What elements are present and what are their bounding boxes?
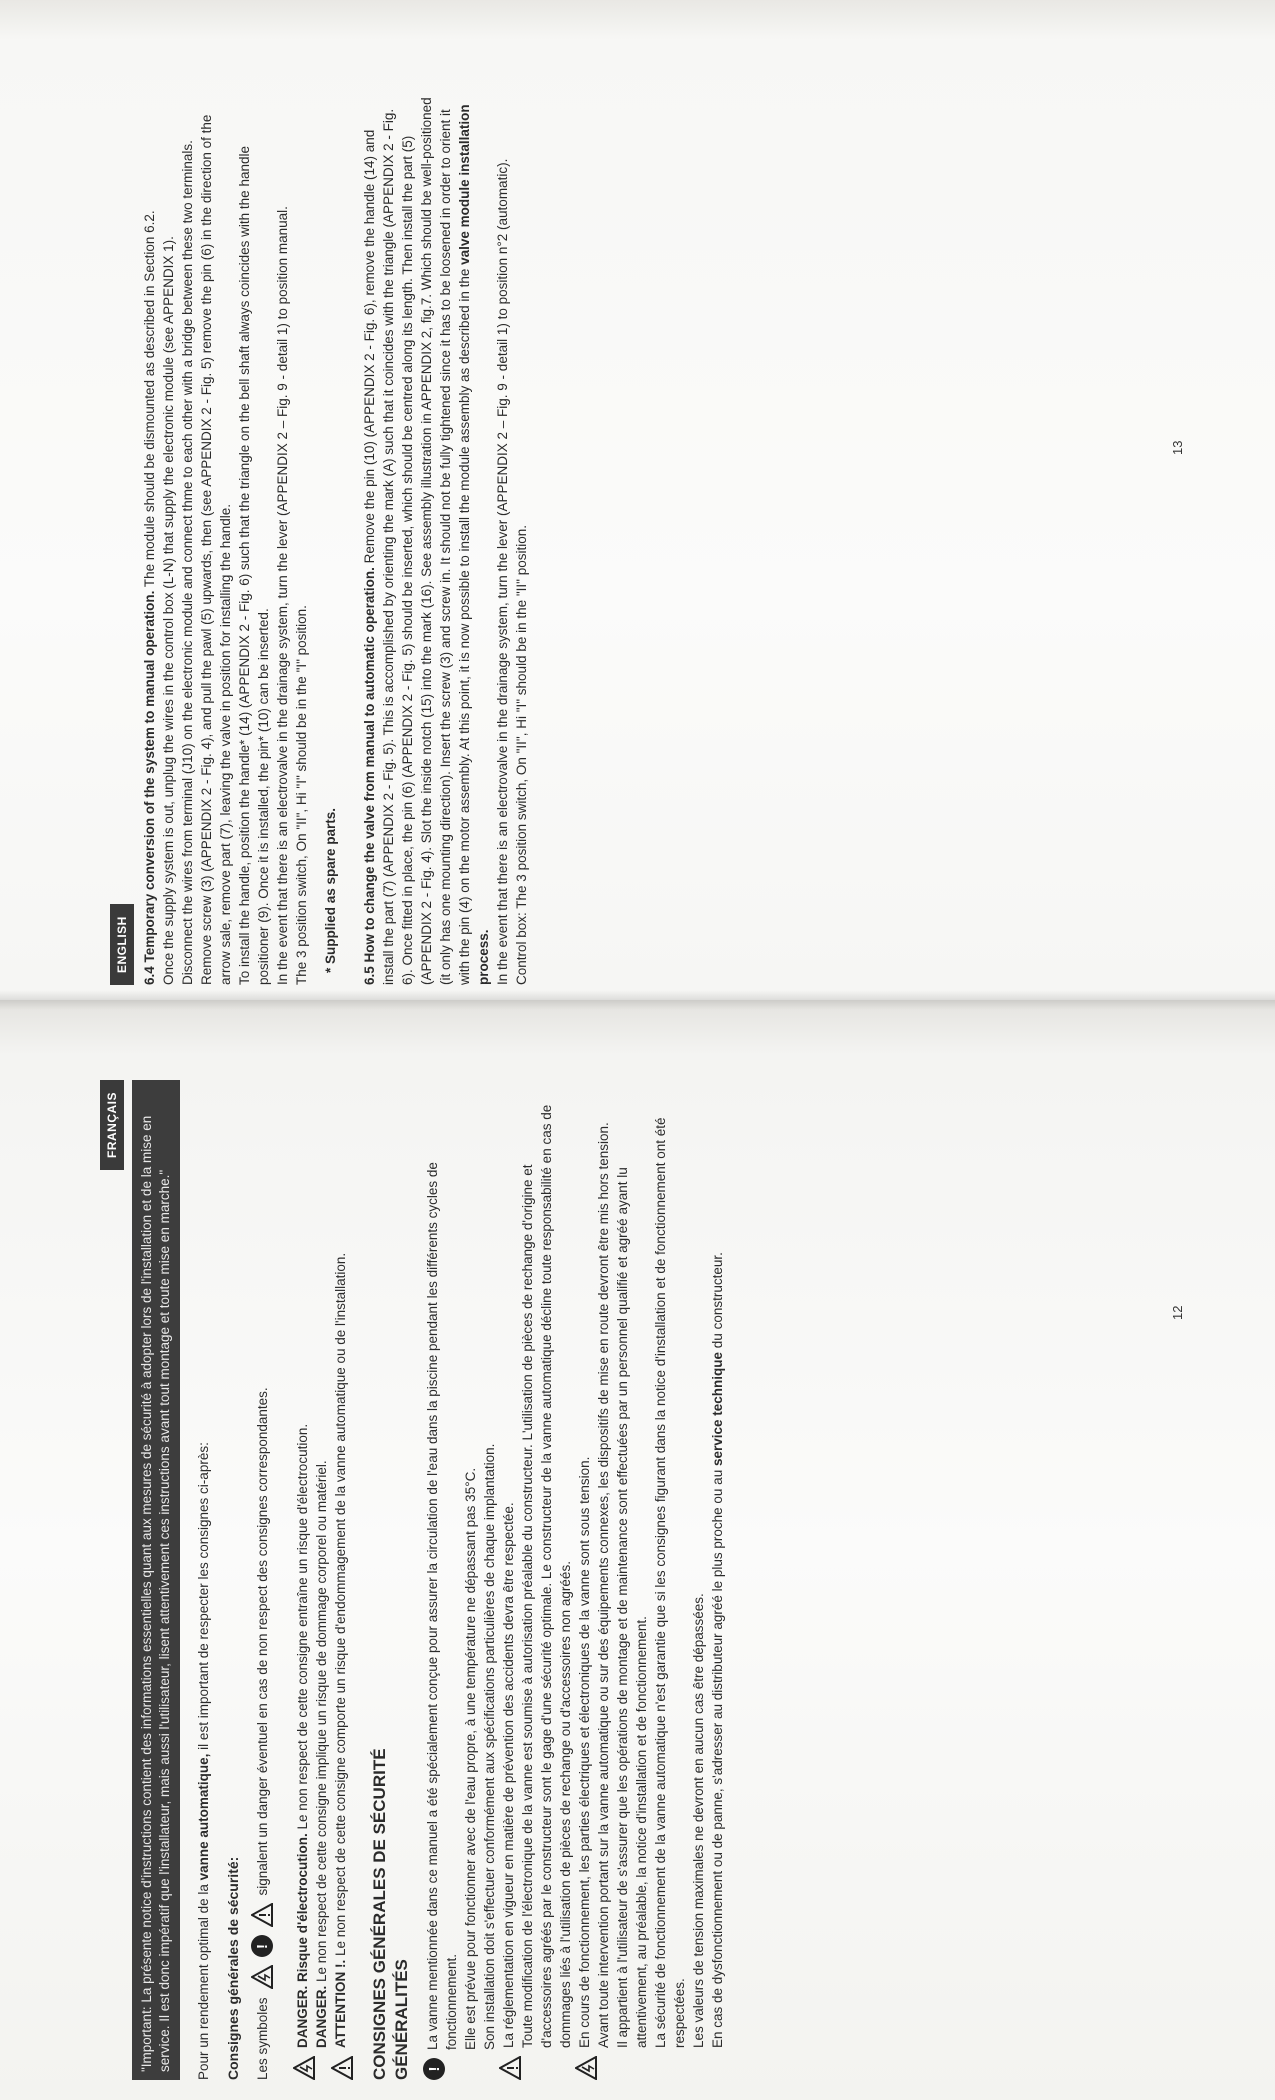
generalites-item — [423, 1080, 499, 2080]
spare-parts-note: * Supplied as spare parts. — [323, 807, 338, 973]
danger-warning-icon — [331, 2056, 353, 2080]
symbols-row — [251, 1080, 273, 2080]
danger-warning-icon — [251, 1903, 273, 1927]
section-heading — [369, 1080, 413, 2080]
intro-paragraph — [194, 1080, 213, 2080]
important-notice: "Important: La présente notice d'instructions contient des informations essentielles quant aux mesures de sécurité à adopter lors de l'installation et de la mise en service. Il est donc impératif que l'installateur, mais aussi l'utilisateur, lisent attentivement ces instructions avant tout montage et toute mise en marche." — [132, 1080, 180, 2080]
intro-text-b: il est important de respecter les consignes ci-après: — [196, 1442, 211, 1750]
page-number-english: 12 — [1170, 1305, 1185, 1320]
language-badge-french: FRANÇAIS — [100, 1080, 124, 1170]
elec-text: Il appartient à l'utilisateur de s'assurer que les opérations de montage et de maintenance sont effectuées par un personnel qualifié et agréé ayant lu attentivement, au préalable, la notice d'installation et de fonctionnement. — [615, 1167, 649, 2048]
s65-line: Control box: The 3 position switch, On "II", Hi "I" should be in the "II" position. — [514, 525, 529, 985]
intro-text-bold: vanne automatique, — [196, 1753, 211, 1881]
electric-warning-icon — [575, 2056, 597, 2080]
elec-text-last — [708, 1080, 727, 2048]
danger-warning-icon — [499, 2056, 521, 2080]
attention-item — [331, 1080, 353, 2080]
attention-bold: ATTENTION !. — [333, 1959, 348, 2048]
s64-line: Disconnect the wires from terminal (J10) on the electronic module and connect thme to each other with a bridge between these two terminals. — [180, 140, 195, 985]
reg-text: Toute modification de l'électronique de la vanne est soumise à autorisation préalable du constructeur. L'utilisation de pièces de rechange d'origine et d'accessoires agréés par le constructeur sont le gage d'une sécurité optimale. Le constructeur de la vanne automatique décline toute responsabilité en cas de dommages liés à l'utilisation de pièces de rechange ou d'accessoires non agréés. — [520, 1104, 573, 2048]
danger1-bold: DANGER. Risque d'électrocution. — [295, 1833, 310, 2048]
attention-icon: ! — [423, 2058, 445, 2080]
electric-warning-icon — [293, 2056, 315, 2080]
reglementation-item — [499, 1080, 575, 2080]
gen-text: Son installation doit s'effectuer conformément aux spécifications particulières de chaque implantation. — [482, 1443, 497, 2050]
danger1-text: Le non respect de cette consigne entraîne un risque d'électrocution. — [295, 1423, 310, 1830]
section-6-5-text: Remove the pin (10) (APPENDIX 2 - Fig. 6), remove the handle (14) and install the part (7) (APPENDIX 2 - Fig. 5). This is accomplished by orienting the mark (A) such that it coincides with the triangle (APPENDIX 2 - Fig. 6). Once fitted in place, the pin (6) (APPENDIX 2 - Fig. 5) should be inserted, which should be centred along its length. Then install the part (5) (APPENDIX 2 - Fig. 4). Slot the inside notch (15) into the mark (16). See assembly illustration in APPENDIX 2, fig.7. Which should be well-positioned (it only has one mounting direction). Insert the screw (3) and screw in. It should not be fully tightened since it has to be loosened in order to orient it with the pin (4) on the motor assembly. At this point, it is now possible to install the module assembly as described in the — [362, 97, 472, 985]
elec6-text-b: du constructeur. — [710, 1252, 725, 1349]
elec-text: Avant toute intervention portant sur la vanne automatique ou sur des équipements connexes, les dispositifs de mise en route devront être mis hors tension. — [596, 1122, 611, 2048]
section-6-4-title: 6.4 Temporary conversion of the system to manual operation. — [142, 590, 157, 985]
page-number-french: 13 — [1170, 440, 1185, 455]
symbols-text-b: signalent un danger éventuel en cas de non respect des consignes correspondantes. — [254, 1387, 270, 1896]
s64-line: The 3 position switch, On "II", Hi "I" should be in the "I" position. — [294, 605, 309, 985]
elec-text: En cours de fonctionnement, les parties électriques et électroniques de la vanne sont sous tension. — [577, 1456, 592, 2048]
heading-generalites: GÉNÉRALITÉS — [392, 1959, 411, 2080]
heading-consignes: CONSIGNES GÉNÉRALES DE SÉCURITÉ — [370, 1748, 389, 2080]
danger-electrocution-item — [293, 1080, 331, 2080]
attention-icon: ! — [251, 1935, 273, 1957]
symbols-text-a: Les symboles — [254, 1997, 270, 2080]
gen-text: La vanne mentionnée dans ce manuel a été spécialement conçue pour assurer la circulation de l'eau dans la piscine pendant les différents cycles de fonctionnement. — [425, 1162, 459, 2050]
s65-line: In the event that there is an electrovalve in the drainage system, turn the lever (APPENDIX 2 – Fig. 9 - detail 1) to position n°2 (automatic). — [495, 158, 510, 985]
electric-warning-icon — [251, 1965, 273, 1989]
s64-line: Remove screw (3) (APPENDIX 2 - Fig. 4), and pull the pawl (5) upwards, then (see APPENDIX 2 - Fig. 5) remove the pin (6) in the direction of the arrow sale, remove part (7), leaving the valve in position for installing the handle. — [199, 114, 233, 985]
section-6-4 — [140, 95, 159, 985]
section-6-4-lead: The module should be dismounted as described in Section 6.2. — [142, 210, 157, 588]
section-6-5-bold-tail: valve module installation process. — [457, 104, 491, 985]
reg-text: La réglementation en vigueur en matière de prévention des accidents devra être respectée. — [501, 1502, 516, 2048]
s64-line: To install the handle, position the handle* (14) (APPENDIX 2 - Fig. 6) such that the triangle on the bell shaft always coincides with the handle positioner (9). Once it is installed, the pin* (10) can be inserted. — [237, 146, 271, 985]
section-6-5-title: 6.5 How to change the valve from manual to automatic operation. — [362, 567, 377, 985]
elec-text: La sécurité de fonctionnement de la vanne automatique n'est garantie que si les consignes figurant dans la notice d'installation et de fonctionnement ont été respectées. — [653, 1117, 687, 2048]
section-6-5 — [360, 95, 493, 985]
french-content — [100, 1080, 727, 2080]
s64-line: Once the supply system is out, unplug the wires in the control box (L-N) that supply the electronic module (see APPENDIX 1). — [161, 236, 176, 985]
electrical-item — [575, 1080, 727, 2080]
language-badge-english: ENGLISH — [110, 904, 134, 985]
elec6-text-a: En cas de dysfonctionnement ou de panne, s'adresser au distributeur agréé le plus proche ou au — [710, 1469, 725, 2048]
elec-text: Les valeurs de tension maximales ne devront en aucun cas être dépassées. — [691, 1593, 706, 2048]
service-technique-bold: service technique — [710, 1351, 725, 1467]
s64-line: In the event that there is an electrovalve in the drainage system, turn the lever (APPENDIX 2 – Fig. 9 - detail 1) to position manual. — [275, 206, 290, 985]
attention-text: Le non respect de cette consigne comporte un risque d'endommagement de la vanne automatique ou de l'installation. — [333, 1252, 348, 1956]
intro-text-a: Pour un rendement optimal de la — [196, 1884, 211, 2080]
danger2-bold: DANGER. — [314, 1985, 329, 2048]
gen-text: Elle est prévue pour fonctionner avec de l'eau propre, à une température ne dépassant pas 35°C. — [463, 1467, 478, 2050]
book-spine — [0, 990, 1275, 1010]
english-content — [110, 95, 531, 985]
consignes-title: Consignes générales de sécurité: — [225, 1856, 241, 2080]
danger2-text: Le non respect de cette consigne implique un risque de dommage corporel ou matériel. — [314, 1460, 329, 1982]
